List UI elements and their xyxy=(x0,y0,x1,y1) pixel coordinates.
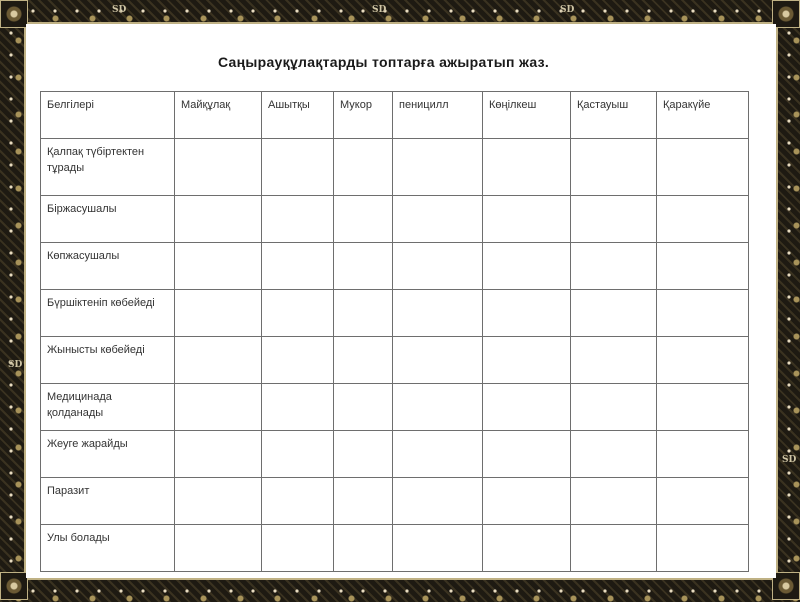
column-header: Қастауыш xyxy=(571,92,657,139)
row-label: Бүршіктеніп көбейеді xyxy=(41,290,175,337)
answer-cell[interactable] xyxy=(175,243,262,290)
answer-cell[interactable] xyxy=(262,243,334,290)
column-header: пеницилл xyxy=(393,92,483,139)
answer-cell[interactable] xyxy=(334,525,393,572)
answer-cell[interactable] xyxy=(571,139,657,196)
row-label: Медицинада қолданады xyxy=(41,384,175,431)
answer-cell[interactable] xyxy=(657,337,749,384)
table-row xyxy=(41,525,749,572)
table-header-row xyxy=(41,92,749,139)
answer-cell[interactable] xyxy=(334,431,393,478)
answer-cell[interactable] xyxy=(393,337,483,384)
frame-left-border xyxy=(0,22,26,578)
answer-cell[interactable] xyxy=(393,431,483,478)
answer-cell[interactable] xyxy=(483,139,571,196)
answer-cell[interactable] xyxy=(175,139,262,196)
row-label: Көпжасушалы xyxy=(41,243,175,290)
answer-cell[interactable] xyxy=(657,290,749,337)
answer-cell[interactable] xyxy=(571,525,657,572)
answer-cell[interactable] xyxy=(483,337,571,384)
answer-cell[interactable] xyxy=(571,290,657,337)
answer-cell[interactable] xyxy=(393,525,483,572)
answer-cell[interactable] xyxy=(483,384,571,431)
answer-cell[interactable] xyxy=(334,384,393,431)
answer-cell[interactable] xyxy=(175,290,262,337)
answer-cell[interactable] xyxy=(334,196,393,243)
answer-cell[interactable] xyxy=(571,243,657,290)
answer-cell[interactable] xyxy=(334,478,393,525)
answer-cell[interactable] xyxy=(175,337,262,384)
answer-cell[interactable] xyxy=(175,525,262,572)
answer-cell[interactable] xyxy=(657,243,749,290)
answer-cell[interactable] xyxy=(483,290,571,337)
frame-bottom-border xyxy=(0,578,800,602)
answer-cell[interactable] xyxy=(657,139,749,196)
worksheet-page xyxy=(26,24,776,578)
row-label: Біржасушалы xyxy=(41,196,175,243)
column-header: Қаракүйе xyxy=(657,92,749,139)
worksheet-title: Саңырауқұлақтарды топтарға ажыратып жаз. xyxy=(217,54,550,70)
table-row xyxy=(41,196,749,243)
answer-cell[interactable] xyxy=(483,525,571,572)
answer-cell[interactable] xyxy=(571,431,657,478)
column-header: Мукор xyxy=(334,92,393,139)
table-row xyxy=(41,243,749,290)
answer-cell[interactable] xyxy=(393,243,483,290)
table-row xyxy=(41,337,749,384)
answer-cell[interactable] xyxy=(483,431,571,478)
answer-cell[interactable] xyxy=(175,384,262,431)
answer-cell[interactable] xyxy=(262,196,334,243)
answer-cell[interactable] xyxy=(175,431,262,478)
answer-cell[interactable] xyxy=(483,196,571,243)
answer-cell[interactable] xyxy=(393,196,483,243)
table-row xyxy=(41,384,749,431)
table-row xyxy=(41,290,749,337)
answer-cell[interactable] xyxy=(262,384,334,431)
table-row xyxy=(41,478,749,525)
classification-table xyxy=(40,91,749,572)
column-header: Ашытқы xyxy=(262,92,334,139)
frame-corner-bottom-right xyxy=(772,572,800,600)
frame-right-border xyxy=(776,22,800,578)
answer-cell[interactable] xyxy=(262,525,334,572)
answer-cell[interactable] xyxy=(483,243,571,290)
frame-corner-top-right xyxy=(772,0,800,28)
frame-watermark: SD xyxy=(8,360,23,370)
table-row xyxy=(41,431,749,478)
table-body xyxy=(41,92,749,572)
answer-cell[interactable] xyxy=(657,196,749,243)
answer-cell[interactable] xyxy=(175,196,262,243)
answer-cell[interactable] xyxy=(657,525,749,572)
answer-cell[interactable] xyxy=(334,139,393,196)
row-label: Улы болады xyxy=(41,525,175,572)
answer-cell[interactable] xyxy=(262,431,334,478)
frame-watermark: SD xyxy=(372,5,387,15)
table-row xyxy=(41,139,749,196)
row-label: Қалпақ түбіртектен тұрады xyxy=(41,139,175,196)
answer-cell[interactable] xyxy=(571,196,657,243)
frame-corner-top-left xyxy=(0,0,28,28)
answer-cell[interactable] xyxy=(571,478,657,525)
row-label: Жеуге жарайды xyxy=(41,431,175,478)
frame-corner-bottom-left xyxy=(0,572,28,600)
column-header: Майқұлақ xyxy=(175,92,262,139)
answer-cell[interactable] xyxy=(657,384,749,431)
answer-cell[interactable] xyxy=(657,478,749,525)
answer-cell[interactable] xyxy=(262,478,334,525)
row-label: Жынысты көбейеді xyxy=(41,337,175,384)
answer-cell[interactable] xyxy=(657,431,749,478)
answer-cell[interactable] xyxy=(571,337,657,384)
answer-cell[interactable] xyxy=(393,290,483,337)
answer-cell[interactable] xyxy=(393,478,483,525)
answer-cell[interactable] xyxy=(571,384,657,431)
answer-cell[interactable] xyxy=(334,337,393,384)
answer-cell[interactable] xyxy=(393,139,483,196)
answer-cell[interactable] xyxy=(262,290,334,337)
answer-cell[interactable] xyxy=(483,478,571,525)
answer-cell[interactable] xyxy=(334,290,393,337)
answer-cell[interactable] xyxy=(262,139,334,196)
answer-cell[interactable] xyxy=(334,243,393,290)
column-header: Көңілкеш xyxy=(483,92,571,139)
frame-watermark: SD xyxy=(560,5,575,15)
column-header: Белгілері xyxy=(41,92,175,139)
row-label: Паразит xyxy=(41,478,175,525)
answer-cell[interactable] xyxy=(175,478,262,525)
frame-watermark: SD xyxy=(782,455,797,465)
answer-cell[interactable] xyxy=(393,384,483,431)
answer-cell[interactable] xyxy=(262,337,334,384)
frame-watermark: SD xyxy=(112,5,127,15)
